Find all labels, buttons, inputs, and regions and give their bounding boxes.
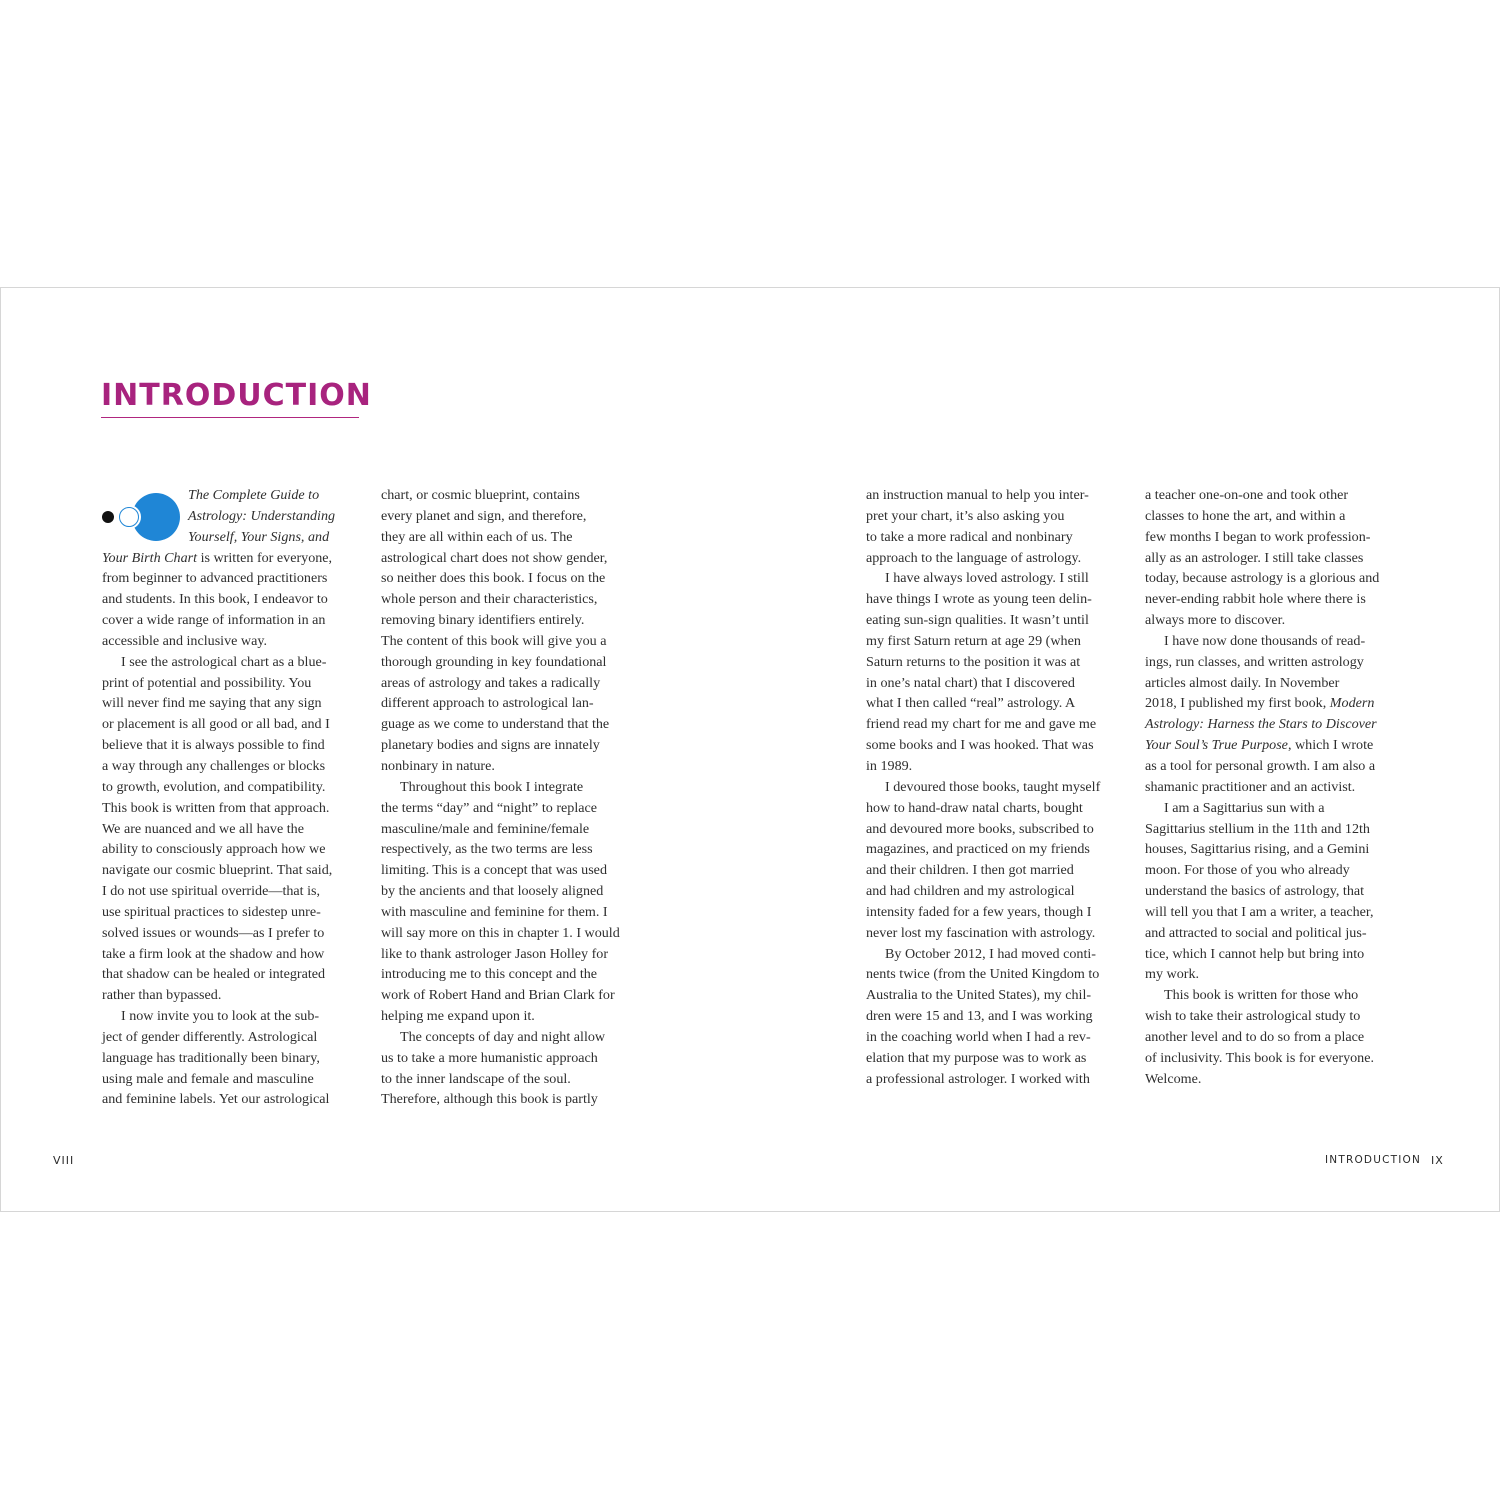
text-line: elation that my purpose was to work as (866, 1049, 1087, 1066)
text-line: the terms “day” and “night” to replace (381, 799, 598, 816)
book-title: Modern (1329, 695, 1375, 712)
text-line: to take a more radical and nonbinary (866, 528, 1073, 545)
text-line: planetary bodies and signs are innately (381, 737, 600, 754)
text-line: This book is written from that approach. (102, 799, 330, 816)
text-line: accessible and inclusive way. (102, 632, 268, 649)
text-line: will never find me saying that any sign (102, 695, 322, 712)
text-line: use spiritual practices to sidestep unre- (102, 903, 321, 920)
text-line: thorough grounding in key foundational (381, 653, 607, 670)
text-fragment: 2018, I published my first book, (1145, 695, 1330, 712)
text-line: Therefore, although this book is partly (381, 1091, 598, 1108)
text-line: whole person and their characteristics, (381, 591, 598, 608)
text-line: what I then called “real” astrology. A (866, 695, 1076, 712)
text-line: houses, Sagittarius rising, and a Gemini (1145, 841, 1370, 858)
text-line: will say more on this in chapter 1. I would (381, 924, 620, 941)
text-line: never lost my fascination with astrology. (866, 924, 1096, 941)
text-line: wish to take their astrological study to (1145, 1008, 1361, 1025)
text-line: intensity faded for a few years, though I (866, 903, 1092, 920)
text-line: an instruction manual to help you inter- (866, 487, 1089, 503)
text-line: using male and female and masculine (102, 1070, 314, 1087)
running-footer: INTRODUCTION (1325, 1154, 1422, 1166)
text-line: articles almost daily. In November (1145, 674, 1340, 691)
text-line: friend read my chart for me and gave me (866, 716, 1097, 733)
text-line: I devoured those books, taught myself (885, 778, 1101, 795)
text-line: take a firm look at the shadow and how (102, 945, 325, 962)
text-line: so neither does this book. I focus on the (381, 570, 606, 587)
text-line: in the coaching world when I had a rev- (866, 1028, 1091, 1045)
text-line: in 1989. (866, 757, 913, 774)
text-line: We are nuanced and we all have the (102, 820, 304, 837)
text-line: another level and to do so from a place (1145, 1028, 1365, 1045)
text-column-3 (866, 485, 1124, 1089)
text-line: limiting. This is a concept that was used (381, 862, 607, 879)
text-line: I see the astrological chart as a blue- (121, 653, 327, 670)
text-line: I am a Sagittarius sun with a (1164, 799, 1325, 816)
text-line: Throughout this book I integrate (400, 778, 584, 795)
text-column-2 (381, 485, 639, 1110)
text-line: tice, which I cannot help but bring into (1145, 945, 1365, 962)
text-line: and attracted to social and political jus- (1145, 924, 1367, 941)
text-line: a professional astrologer. I worked with (866, 1070, 1090, 1087)
text-line: This book is written for those who (1164, 987, 1359, 1004)
text-line: Saturn returns to the position it was at (866, 653, 1081, 670)
text-line: pret your chart, it’s also asking you (866, 507, 1065, 524)
text-line: Astrology: Understanding (188, 507, 336, 524)
text-line: they are all within each of us. The (381, 528, 573, 545)
text-line: I do not use spiritual override—that is, (102, 883, 321, 900)
text-line: print of potential and possibility. You (102, 674, 312, 691)
text-line: few months I began to work profession- (1145, 528, 1371, 545)
text-line: and feminine labels. Yet our astrological (102, 1091, 330, 1108)
text-line: how to hand-draw natal charts, bought (866, 799, 1083, 816)
text-line: nents twice (from the United Kingdom to (866, 966, 1100, 983)
text-line: moon. For those of you who already (1145, 862, 1350, 879)
text-line: areas of astrology and takes a radically (381, 674, 601, 691)
text-line: approach to the language of astrology. (866, 549, 1082, 566)
chapter-heading: INTRODUCTION (101, 380, 359, 418)
text-column-4 (1145, 485, 1403, 1089)
text-line: respectively, as the two terms are less (381, 841, 593, 858)
text-line: I now invite you to look at the sub- (121, 1008, 320, 1025)
book-spread (0, 287, 1500, 1212)
text-line (102, 548, 357, 569)
text-line: ally as an astrologer. I still take classes (1145, 549, 1364, 566)
text-line: Sagittarius stellium in the 11th and 12th (1145, 820, 1370, 837)
text-line: in one’s natal chart) that I discovered (866, 674, 1075, 691)
text-line: will tell you that I am a writer, a teacher, (1145, 903, 1374, 920)
text-line: shamanic practitioner and an activist. (1145, 778, 1356, 795)
text-line: masculine/male and feminine/female (381, 820, 590, 837)
text-line: chart, or cosmic blueprint, contains (381, 487, 580, 503)
text-line: understand the basics of astrology, that (1145, 883, 1365, 900)
text-line: to growth, evolution, and compatibility. (102, 778, 326, 795)
text-line: different approach to astrological lan- (381, 695, 594, 712)
text-line: my first Saturn return at age 29 (when (866, 632, 1081, 649)
text-line: Australia to the United States), my chil- (866, 987, 1092, 1004)
text-line: and devoured more books, subscribed to (866, 820, 1094, 837)
text-line: removing binary identifiers entirely. (381, 612, 585, 629)
text-line: navigate our cosmic blueprint. That said, (102, 862, 333, 879)
text-line: solved issues or wounds—as I prefer to (102, 924, 325, 941)
text-line: ject of gender differently. Astrological (102, 1028, 318, 1045)
text-line: like to thank astrologer Jason Holley for (381, 945, 609, 962)
text-line: ability to consciously approach how we (102, 841, 326, 858)
text-line: a teacher one-on-one and took other (1145, 487, 1349, 503)
text-line: and their children. I then got married (866, 862, 1074, 879)
text-line: as a tool for personal growth. I am also a (1145, 757, 1376, 774)
text-line (1145, 735, 1403, 756)
text-line: to the inner landscape of the soul. (381, 1070, 571, 1087)
text-line: of inclusivity. This book is for everyone. (1145, 1049, 1374, 1066)
text-line: cover a wide range of information in an (102, 612, 326, 629)
text-line: By October 2012, I had moved conti- (885, 945, 1096, 962)
page-number-left: VIII (53, 1154, 75, 1167)
text-line: astrological chart does not show gender, (381, 549, 608, 566)
text-line: believe that it is always possible to find (102, 737, 325, 754)
text-line: always more to discover. (1145, 612, 1286, 629)
text-line: eating sun-sign qualities. It wasn’t until (866, 612, 1089, 629)
text-line: some books and I was hooked. That was (866, 737, 1094, 754)
text-line: that shadow can be healed or integrated (102, 966, 326, 983)
text-column-1 (102, 485, 357, 1110)
text-line: language has traditionally been binary, (102, 1049, 320, 1066)
text-line: Astrology: Harness the Stars to Discover (1145, 716, 1377, 733)
book-title: Your Birth Chart (102, 549, 198, 566)
text-line: work of Robert Hand and Brian Clark for (381, 987, 615, 1004)
text-line: with masculine and feminine for them. I (381, 903, 608, 920)
text-line: I have always loved astrology. I still (885, 570, 1089, 587)
text-line: rather than bypassed. (102, 987, 222, 1004)
text-line: dren were 15 and 13, and I was working (866, 1008, 1093, 1025)
text-line: and students. In this book, I endeavor to (102, 591, 328, 608)
text-line: classes to hone the art, and within a (1145, 507, 1346, 524)
text-line: The content of this book will give you a (381, 632, 607, 649)
text-fragment: is written for everyone, (197, 549, 333, 566)
text-line: helping me expand upon it. (381, 1008, 535, 1025)
text-line (1145, 693, 1403, 714)
page-number-right: IX (1431, 1154, 1444, 1167)
text-line: nonbinary in nature. (381, 757, 495, 774)
text-fragment: , which I wrote (1287, 737, 1374, 754)
text-line: I have now done thousands of read- (1164, 632, 1366, 649)
text-line: from beginner to advanced practitioners (102, 570, 328, 587)
text-line: guage as we come to understand that the (381, 716, 610, 733)
text-line: ings, run classes, and written astrology (1145, 653, 1364, 670)
text-line: Welcome. (1145, 1070, 1202, 1087)
text-line: a way through any challenges or blocks (102, 757, 326, 774)
text-line: today, because astrology is a glorious and (1145, 570, 1380, 587)
text-line: introducing me to this concept and the (381, 966, 598, 983)
text-line: The Complete Guide to (188, 487, 320, 503)
book-title: Your Soul’s True Purpose (1145, 737, 1288, 754)
text-line: my work. (1145, 966, 1200, 983)
text-line: never-ending rabbit hole where there is (1145, 591, 1366, 608)
text-line: The concepts of day and night allow (400, 1028, 606, 1045)
text-line: Yourself, Your Signs, and (188, 528, 330, 545)
text-line: every planet and sign, and therefore, (381, 507, 587, 524)
text-line: have things I wrote as young teen delin- (866, 591, 1092, 608)
text-line: magazines, and practiced on my friends (866, 841, 1090, 858)
text-line: us to take a more humanistic approach (381, 1049, 598, 1066)
text-line: and had children and my astrological (866, 883, 1075, 900)
text-line: or placement is all good or all bad, and I (102, 716, 330, 733)
text-line: by the ancients and that loosely aligned (381, 883, 604, 900)
